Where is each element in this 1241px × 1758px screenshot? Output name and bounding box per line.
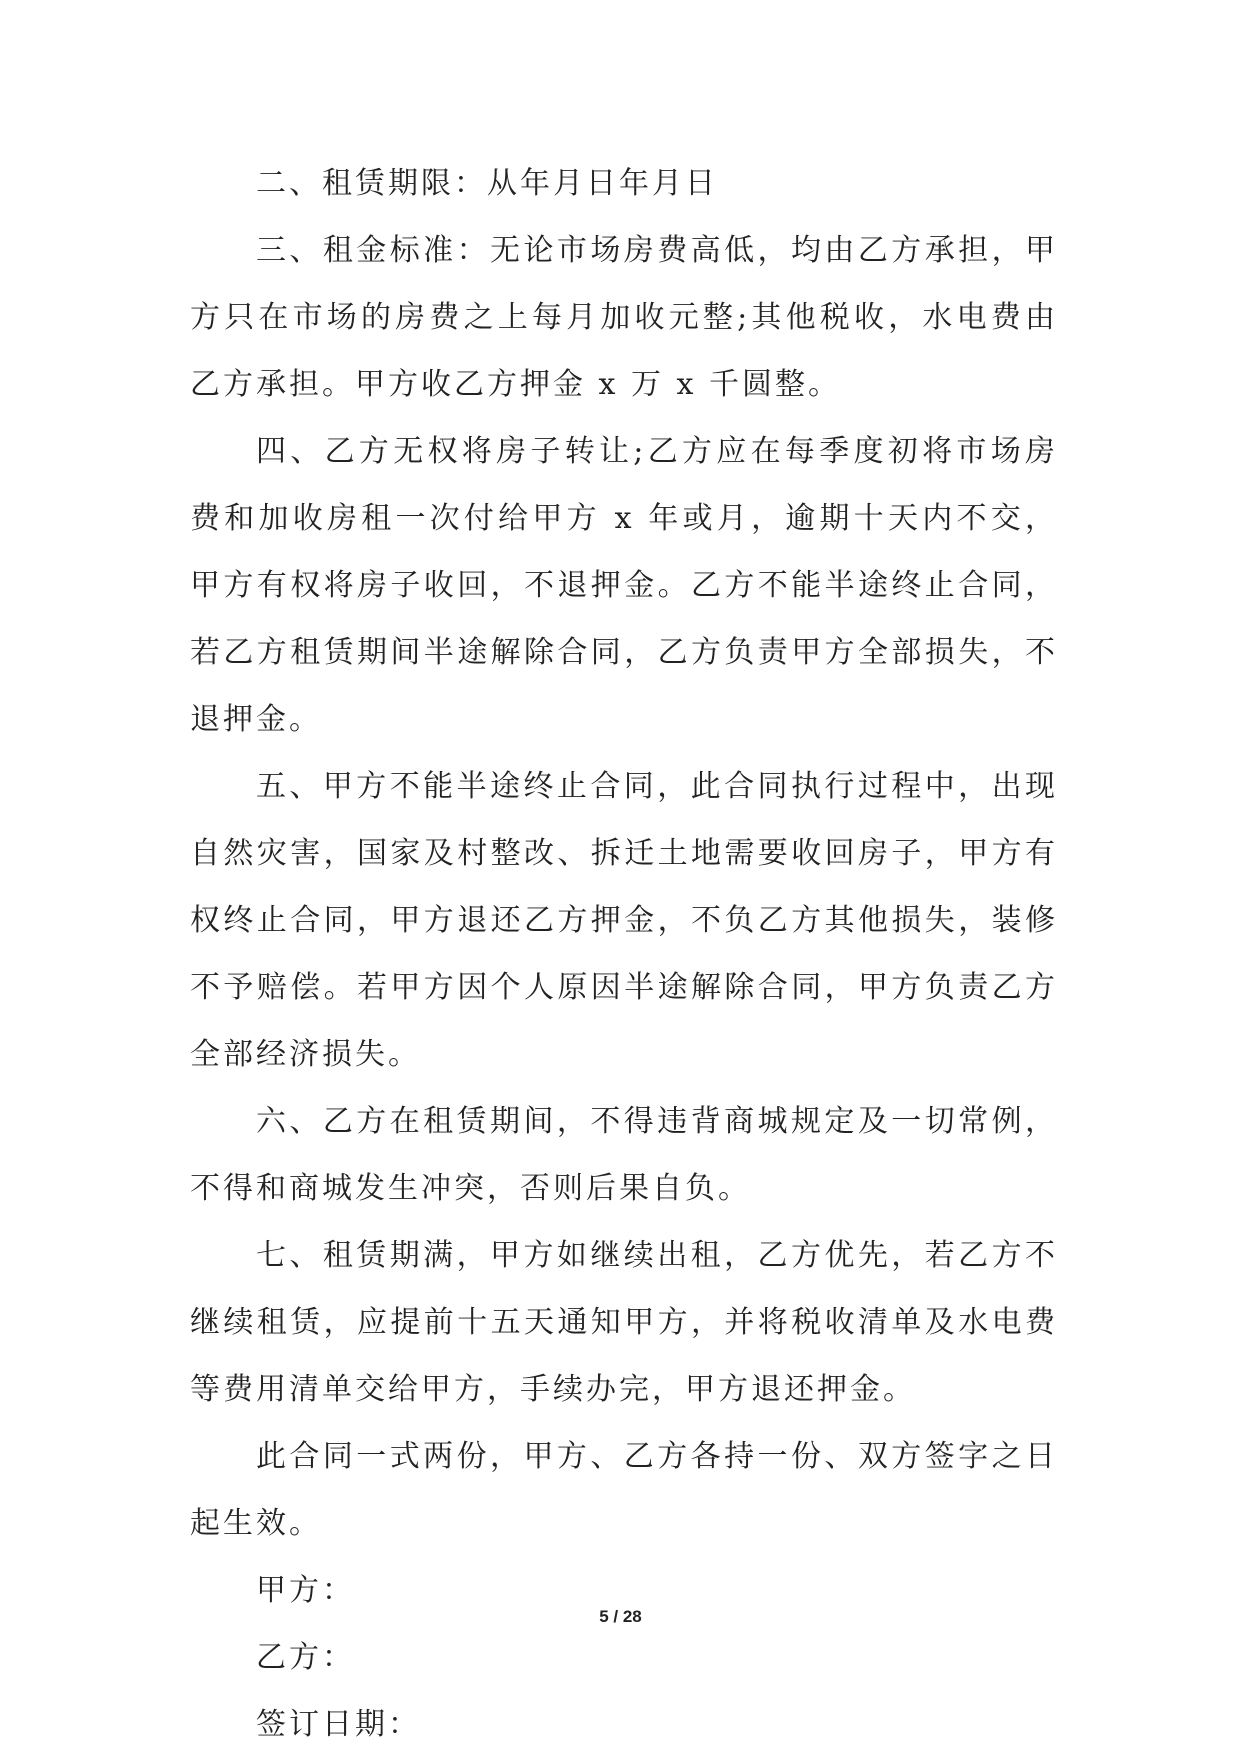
clause-lease-expiry: 七、租赁期满，甲方如继续出租，乙方优先，若乙方不继续租赁，应提前十五天通知甲方，并将税收清单及水电费等费用清单交给甲方，手续办完，甲方退还押金。 xyxy=(190,1238,1058,1407)
clause-landlord-termination: 五、甲方不能半途终止合同，此合同执行过程中，出现自然灾害，国家及村整改、拆迁土地需要收回房子，甲方有权终止合同，甲方退还乙方押金，不负乙方其他损失，装修不予赔偿。若甲方因个人原因半途解除合同，甲方负责乙方全部经济损失。 xyxy=(190,769,1058,1072)
clause-mall-rules: 六、乙方在租赁期间，不得违背商城规定及一切常例，不得和商城发生冲突，否则后果自负。 xyxy=(190,1104,1058,1206)
contract-body xyxy=(190,150,1058,1758)
page-number: 5 / 28 xyxy=(599,1607,642,1626)
signature-party-b: 乙方： xyxy=(256,1640,355,1675)
clause-no-transfer: 四、乙方无权将房子转让;乙方应在每季度初将市场房费和加收房租一次付给甲方 x 年或月，逾期十天内不交，甲方有权将房子收回，不退押金。乙方不能半途终止合同，若乙方租赁期间半途解除合同，乙方负责甲方全部损失，不退押金。 xyxy=(190,434,1058,737)
signature-party-a: 甲方： xyxy=(256,1573,355,1608)
clause-copies: 此合同一式两份，甲方、乙方各持一份、双方签字之日起生效。 xyxy=(190,1439,1058,1541)
clause-rent-standard: 三、租金标准：无论市场房费高低，均由乙方承担，甲方只在市场的房费之上每月加收元整;其他税收，水电费由乙方承担。甲方收乙方押金 x 万 x 千圆整。 xyxy=(190,233,1058,402)
clause-lease-term: 二、租赁期限：从年月日年月日 xyxy=(256,166,718,201)
signature-date: 签订日期： xyxy=(256,1707,421,1742)
